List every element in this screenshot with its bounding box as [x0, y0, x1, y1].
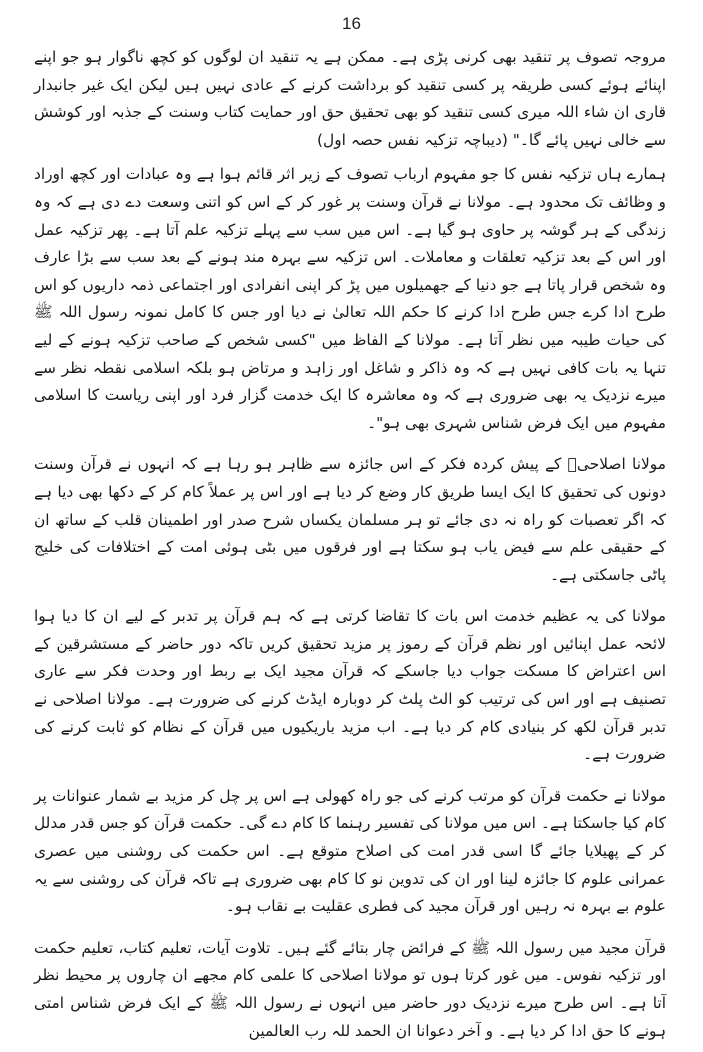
paragraph-5: مولانا نے حکمت قرآن کو مرتب کرنے کی جو راہ کھولی ہے اس پر چل کر مزید بے شمار عنوانات پر کام کیا جاسکتا ہے۔ اس میں مولانا کی تفسیر رہنما کا کام دے گی۔ حکمت قرآن کو جس قدر مدلل کر کے پھیلایا جائے گا اسی قدر امت کی اصلاح متوقع ہے۔ اس حکمت کی روشنی میں عصری عمرانی علوم کا جائزہ لینا اور ان کی تدوین نو کا کام بھی ضروری ہے تاکہ قرآن کی روشنی سے یہ علوم بے بہرہ نہ رہیں اور قرآن مجید کی فطری عقلیت بے نقاب ہو۔: [34, 786, 666, 916]
body-text: [34, 44, 666, 1052]
page-number: 16: [342, 14, 361, 33]
paragraph-2: ہمارے ہاں تزکیہ نفس کا جو مفہوم ارباب تصوف کے زیر اثر قائم ہوا ہے وہ عبادات اور کچھ اوراد و وظائف تک محدود ہے۔ مولانا نے قرآن وسنت پر غور کر کے اس کو اتنی وسعت دے دی ہے کہ وہ زندگی کے ہر گوشہ پر حاوی ہو گیا ہے۔ اس میں سب سے پہلے تزکیہ علم آتا ہے۔ پھر تزکیہ عمل اور اس کے بعد تزکیہ تعلقات و معاملات۔ اس تزکیہ سے بہرہ مند ہونے کے بعد سب سے بڑا عارف وہ شخص قرار پاتا ہے جو دنیا کے جھمیلوں میں پڑ کر اپنی انفرادی اور اجتماعی ذمہ داریوں کو اس طرح ادا کرے جس طرح ادا کرنے کا حکم اللہ تعالیٰ نے دیا اور جس کا کامل نمونہ رسول اللہ ﷺ کی حیات طیبہ میں نظر آتا ہے۔ مولانا کے الفاظ میں "کسی شخص کے صاحب تزکیہ ہونے کے لیے تنہا یہ بات کافی نہیں ہے کہ وہ ذاکر و شاغل اور زاہد و مرتاض ہو بلکہ اسلامی نقطہ نظر سے میرے نزدیک یہ بھی ضروری ہے کہ وہ معاشرہ کا ایک خدمت گزار فرد اور اپنی ریاست کا اسلامی مفہوم میں ایک فرض شناس شہری بھی ہو"۔: [34, 165, 666, 432]
paragraph-1: مروجہ تصوف پر تنقید بھی کرنی پڑی ہے۔ ممکن ہے یہ تنقید ان لوگوں کو کچھ ناگوار ہو جو اپنے اپنائے ہوئے کسی طریقہ پر کسی تنقید کو برداشت کرنے کے عادی نہیں ہیں لیکن ایک غیر جانبدار قاری ان شاء اللہ میری کسی تنقید کو بھی تحقیق حق اور حمایت کتاب وسنت کے جذبہ اور کوشش سے خالی نہیں پائے گا۔" (دیباچہ تزکیہ نفس حصہ اول): [34, 48, 666, 149]
paragraph-4: مولانا کی یہ عظیم خدمت اس بات کا تقاضا کرتی ہے کہ ہم قرآن پر تدبر کے لیے ان کا دیا ہوا لائحہ عمل اپنائیں اور نظم قرآن کے رموز پر مزید تحقیق کریں تاکہ دور حاضر کے مستشرقین کے اس اعتراض کا مسکت جواب دیا جاسکے کہ قرآن مجید ایک بے ربط اور وحدت فکر سے عاری تصنیف ہے اور اس کی ترتیب کو الٹ پلٹ کر دوبارہ ایڈٹ کرنے کی ضرورت ہے۔ مولانا اصلاحی نے تدبر قرآن لکھ کر بنیادی کام کر دیا ہے۔ اب مزید باریکیوں میں قرآن کے نظام کو ثابت کرنے کی ضرورت ہے۔: [34, 607, 666, 764]
paragraph-6: قرآن مجید میں رسول اللہ ﷺ کے فرائض چار بتائے گئے ہیں۔ تلاوت آیات، تعلیم کتاب، تعلیم حکمت اور تزکیہ نفوس۔ میں غور کرتا ہوں تو مولانا اصلاحی کا علمی کام مجھے ان چاروں پر محیط نظر آتا ہے۔ اس طرح میرے نزدیک دور حاضر میں انہوں نے رسول اللہ ﷺ کے ایک فرض شناس امتی ہونے کا حق ادا کر دیا ہے۔ و آخر دعوانا ان الحمد للہ رب العالمین: [34, 938, 666, 1040]
paragraph-3: مولانا اصلاحیؒ کے پیش کردہ فکر کے اس جائزہ سے ظاہر ہو رہا ہے کہ انہوں نے قرآن وسنت دونوں کی تحقیق کا ایک ایسا طریق کار وضع کر دیا ہے اور اس پر عملاً کام کر کے دکھا بھی دیا ہے کہ اگر تعصبات کو راہ نہ دی جائے تو ہر مسلمان یکساں شرح صدر اور اطمینان قلب کے ساتھ ان کے حقیقی علم سے فیض یاب ہو سکتا ہے اور فرقوں میں بٹی ہوئی امت کے اختلافات کی خلیج پاٹی جاسکتی ہے۔: [34, 455, 666, 584]
